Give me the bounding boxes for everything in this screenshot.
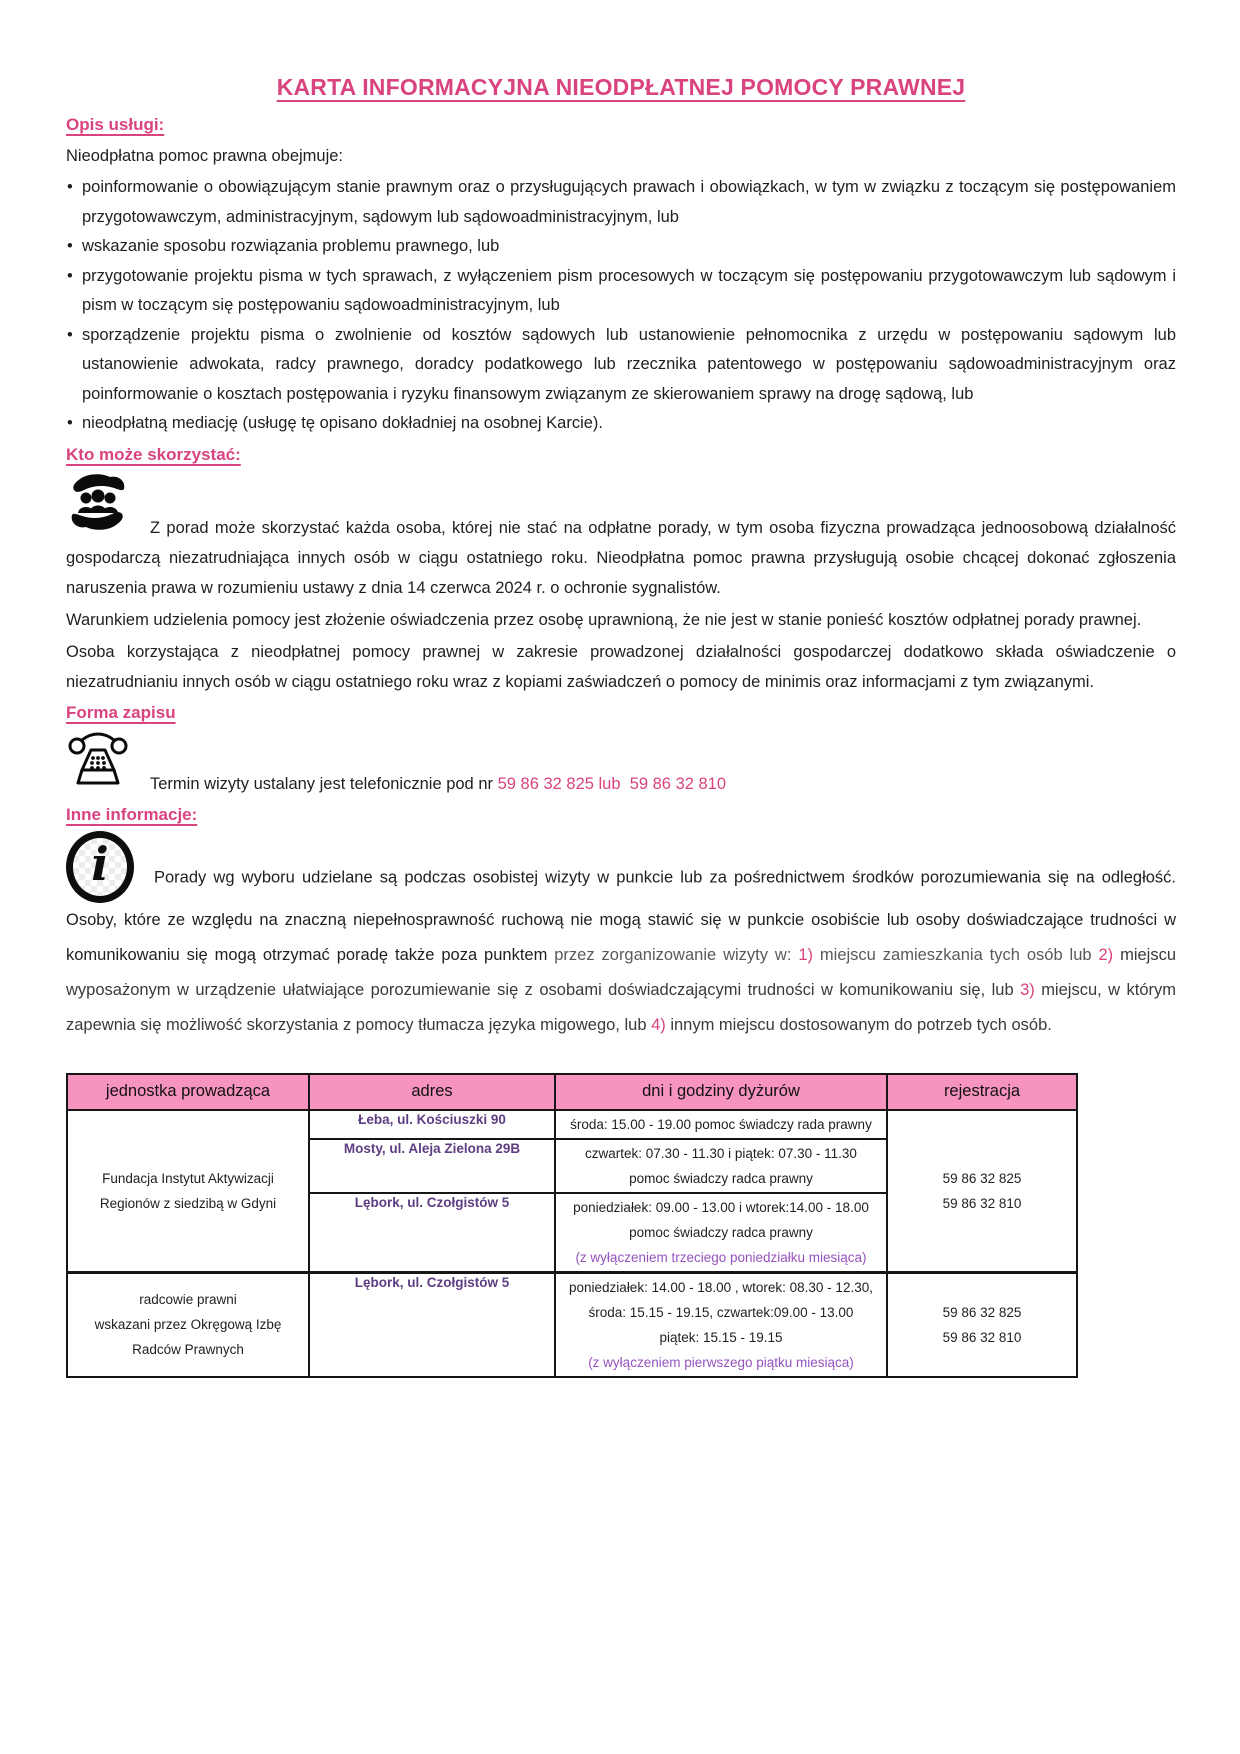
section-heading-forma-zapisu: Forma zapisu bbox=[66, 702, 176, 722]
provider-name: Regionów z siedzibą w Gdyni bbox=[99, 1195, 277, 1211]
registration-cell bbox=[887, 1272, 1077, 1377]
hours-exclusion-note: (z wyłączeniem trzeciego poniedziałku miesiąca) bbox=[575, 1249, 867, 1265]
bullet-item: • poinformowanie o obowiązującym stanie prawnym oraz o przysługujących prawach i obowiązkach, w tym w związku z toczącym się postępowaniem przygotowawczym, administracyjnym, sądowym lub sądowoadministracyjnym, lub bbox=[66, 173, 1176, 232]
hours-cell bbox=[555, 1110, 887, 1139]
booking-line bbox=[66, 729, 1176, 799]
bullet-item: • przygotowanie projektu pisma w tych sprawach, z wyłączeniem pism procesowych w toczącym się postępowaniu przygotowawczym lub sądowym i pism w toczącym się postępowaniu sądowoadministracyjnym, lub bbox=[66, 262, 1176, 321]
provider-cell bbox=[67, 1272, 309, 1377]
hours-cell bbox=[555, 1272, 887, 1377]
registration-cell bbox=[887, 1110, 1077, 1273]
provider-cell bbox=[67, 1110, 309, 1273]
table-row bbox=[67, 1110, 1077, 1139]
bullet-item: • wskazanie sposobu rozwiązania problemu prawnego, lub bbox=[66, 232, 1176, 262]
service-bullet-list bbox=[66, 173, 1176, 439]
section-heading-inne-informacje: Inne informacje: bbox=[66, 804, 198, 824]
list-number: 4) bbox=[651, 1015, 666, 1034]
table-row bbox=[67, 1272, 1077, 1377]
provider-name: wskazani przez Okręgową Izbę bbox=[94, 1317, 282, 1332]
address-cell: Lębork, ul. Czołgistów 5 bbox=[309, 1193, 555, 1273]
hours-line: piątek: 15.15 - 19.15 bbox=[659, 1329, 783, 1345]
other-info-text: miejscu, w którym zapewnia się możliwość skorzystania z pomocy tłumacza języka migowego, lub bbox=[66, 980, 1176, 1034]
list-number: 2) bbox=[1098, 945, 1114, 964]
other-info-paragraph bbox=[66, 831, 1176, 1043]
bullet-item: • sporządzenie projektu pisma o zwolnienie od kosztów sądowych lub ustanowienie pełnomocnika z urzędu w postępowaniu sądowym lub ustanowienie adwokata, radcy prawnego, doradcy podatkowego lub rzecznika patentowego w postępowaniu sądowoadministracyjnym oraz poinformowanie o kosztach postępowania i ryzyku finansowym związanym ze skierowaniem sprawy na drogę sądową, lub bbox=[66, 321, 1176, 410]
other-info-text: miejscu zamieszkania tych osób lub bbox=[813, 945, 1099, 964]
address-cell: Mosty, ul. Aleja Zielona 29B bbox=[309, 1139, 555, 1193]
people-in-hands-icon bbox=[66, 471, 130, 533]
hours-exclusion-note: (z wyłączeniem pierwszego piątku miesiąca) bbox=[588, 1354, 854, 1370]
address-cell: Łeba, ul. Kościuszki 90 bbox=[309, 1110, 555, 1139]
eligibility-text: Z porad może skorzystać każda osoba, której nie stać na odpłatne porady, w tym osoba fizyczna prowadząca jednoosobową działalność gospodarczą niezatrudniająca innych osób w ciągu ostatniego roku. Nieodpłatna pomoc prawna przysługują osobie chcącej dokonać zgłoszenia naruszenia prawa w rozumieniu ustawy z dnia 14 czerwca 2024 r. o ochronie sygnalistów. bbox=[66, 518, 1176, 597]
table-header-row bbox=[67, 1074, 1077, 1110]
registration-phone: 59 86 32 825 bbox=[942, 1304, 1022, 1320]
provider-name: Fundacja Instytut Aktywizacji bbox=[102, 1170, 274, 1186]
telephone-icon bbox=[66, 729, 130, 789]
duty-schedule-table bbox=[66, 1073, 1078, 1378]
eligibility-paragraph bbox=[66, 471, 1176, 603]
hours-line: środa: 15.15 - 19.15, czwartek:09.00 - 13.00 bbox=[588, 1304, 854, 1320]
col-header-rejestracja: rejestracja bbox=[887, 1074, 1077, 1110]
registration-phone: 59 86 32 810 bbox=[942, 1329, 1022, 1345]
business-statement-paragraph: Osoba korzystająca z nieodpłatnej pomocy prawnej w zakresie prowadzonej działalności gospodarczej dodatkowo składa oświadczenie o niezatrudnianiu innych osób w ciągu ostatniego roku wraz z kopiami zaświadczeń o pomocy de minimis oraz informacjami z tym związanymi. bbox=[66, 642, 1176, 691]
list-number: 3) bbox=[1020, 980, 1035, 999]
info-icon: i bbox=[66, 831, 134, 903]
col-header-dyzury: dni i godziny dyżurów bbox=[555, 1074, 887, 1110]
registration-phone: 59 86 32 810 bbox=[942, 1195, 1022, 1211]
other-info-text: przez zorganizowanie wizyty w: bbox=[554, 945, 799, 964]
hours-line: czwartek: 07.30 - 11.30 i piątek: 07.30 - 11.30 bbox=[585, 1145, 857, 1161]
hours-line: pomoc świadczy radca prawny bbox=[629, 1170, 813, 1186]
intro-paragraph: Nieodpłatna pomoc prawna obejmuje: bbox=[66, 147, 344, 165]
hours-line: środa: 15.00 - 19.00 pomoc świadczy rada prawny bbox=[570, 1116, 872, 1132]
other-info-text: Porady wg wyboru udzielane są podczas osobistej wizyty w punkcie lub za pośrednictwem środków porozumiewania się na odległość. Osoby, które ze względu na znaczną niepełnosprawność ruchową nie mogą stawić się w punkcie osobiście lub osoby doświadczające trudności w komunikowaniu się mogą otrzymać poradę także poza punktem bbox=[66, 868, 1176, 964]
hours-line: poniedziałek: 09.00 - 13.00 i wtorek:14.00 - 18.00 bbox=[573, 1199, 869, 1215]
section-heading-kto-moze-skorzystac: Kto może skorzystać: bbox=[66, 444, 241, 464]
col-header-jednostka: jednostka prowadząca bbox=[67, 1074, 309, 1110]
other-info-text: miejscu wyposażonym w urządzenie ułatwiające porozumiewanie się z osobami doświadczającymi trudności w komunikowaniu się, lub bbox=[66, 945, 1177, 999]
provider-name: Radców Prawnych bbox=[132, 1342, 244, 1357]
condition-paragraph: Warunkiem udzielenia pomocy jest złożenie oświadczenia przez osobę uprawnioną, że nie jest w stanie ponieść kosztów odpłatnej porady prawnej. bbox=[66, 610, 1142, 629]
other-info-text: innym miejscu dostosowanym do potrzeb tych osób. bbox=[665, 1015, 1052, 1034]
registration-phone: 59 86 32 825 bbox=[942, 1170, 1022, 1186]
booking-text: Termin wizyty ustalany jest telefonicznie pod nr bbox=[150, 774, 498, 793]
hours-line: poniedziałek: 14.00 - 18.00 , wtorek: 08.30 - 12.30, bbox=[569, 1279, 873, 1295]
hours-line: pomoc świadczy radca prawny bbox=[629, 1224, 813, 1240]
provider-name: radcowie prawni bbox=[139, 1292, 237, 1307]
hours-cell bbox=[555, 1193, 887, 1273]
bullet-item: • nieodpłatną mediację (usługę tę opisano dokładniej na osobnej Karcie). bbox=[66, 409, 1176, 439]
phone-numbers: 59 86 32 825 lub 59 86 32 810 bbox=[497, 774, 727, 793]
list-number: 1) bbox=[798, 945, 814, 964]
address-cell: Lębork, ul. Czołgistów 5 bbox=[309, 1272, 555, 1377]
col-header-adres: adres bbox=[309, 1074, 555, 1110]
document-title: KARTA INFORMACYJNA NIEODPŁATNEJ POMOCY PRAWNEJ bbox=[276, 74, 966, 100]
hours-cell bbox=[555, 1139, 887, 1193]
section-heading-opis-uslugi: Opis usługi: bbox=[66, 115, 165, 134]
